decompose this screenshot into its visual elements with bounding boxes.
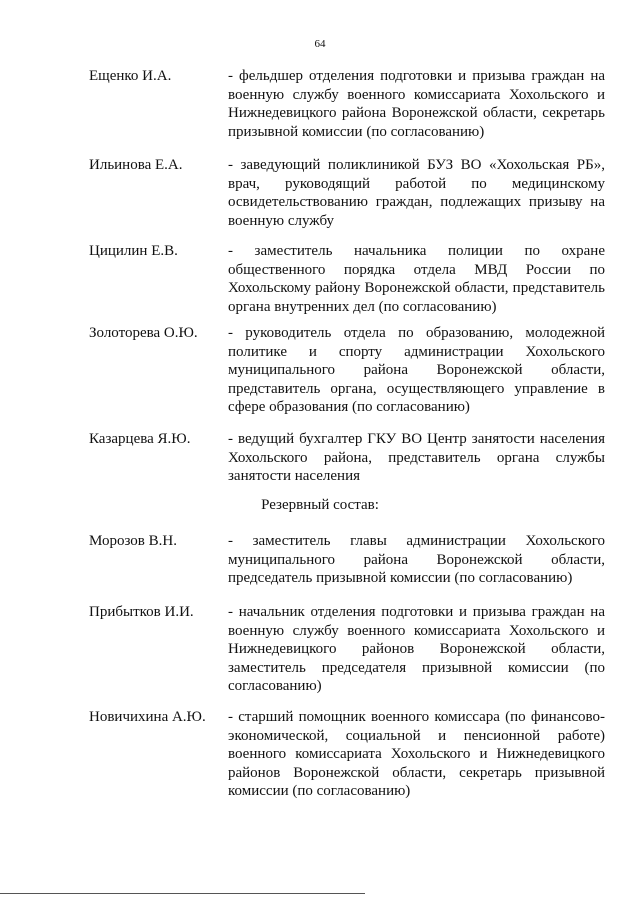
reserve-member-entry [89,603,605,696]
reserve-member-entry [89,532,605,588]
member-entry [89,324,605,417]
member-description: - начальник отделения подготовки и призыва граждан на военную службу военного комиссариата Хохольского и Нижнедевицкого районов Воронежской области, заместитель председателя призывной комиссии (по согласованию) [228,604,605,695]
reserve-section-title: Резервный состав: [261,497,379,513]
member-name: Золоторева О.Ю. [89,325,198,341]
footer-divider [0,893,365,894]
member-name: Новичихина А.Ю. [89,709,206,725]
page-number: 64 [314,38,326,50]
member-description: - ведущий бухгалтер ГКУ ВО Центр занятости населения Хохольского района, представитель органа службы занятости населения [228,431,605,485]
member-description: - заведующий поликлиникой БУЗ ВО «Хохольская РБ», врач, руководящий работой по медицинскому освидетельствованию граждан, подлежащих призыву на военную службу [228,157,605,229]
reserve-member-entry [89,708,605,801]
member-description: - фельдшер отделения подготовки и призыва граждан на военную службу военного комиссариата Хохольского и Нижнедевицкого района Воронежской области, секретарь призывной комиссии (по согласованию) [228,68,605,140]
member-description: - заместитель главы администрации Хохольского муниципального района Воронежской области, председатель призывной комиссии (по согласованию) [228,533,605,587]
member-name: Цицилин Е.В. [89,243,178,259]
member-entry [89,430,605,486]
member-entry [89,156,605,230]
member-name: Прибытков И.И. [89,604,194,620]
member-name: Казарцева Я.Ю. [89,431,191,447]
member-entry [89,242,605,316]
member-description: - руководитель отдела по образованию, молодежной политике и спорту администрации Хохольского муниципального района Воронежской области, представитель органа, осуществляющего управление в сфере образования (по согласованию) [228,325,605,416]
member-name: Ильинова Е.А. [89,157,183,173]
member-entry [89,67,605,141]
member-name: Морозов В.Н. [89,533,177,549]
member-description: - старший помощник военного комиссара (по финансово-экономической, социальной и пенсионной работе) военного комиссариата Хохольского и Нижнедевицкого районов Воронежской области, секретарь призывной комиссии (по согласованию) [228,709,605,800]
member-description: - заместитель начальника полиции по охране общественного порядка отдела МВД России по Хохольскому району Воронежской области, представитель органа внутренних дел (по согласованию) [228,243,605,315]
member-name: Ещенко И.А. [89,68,172,84]
